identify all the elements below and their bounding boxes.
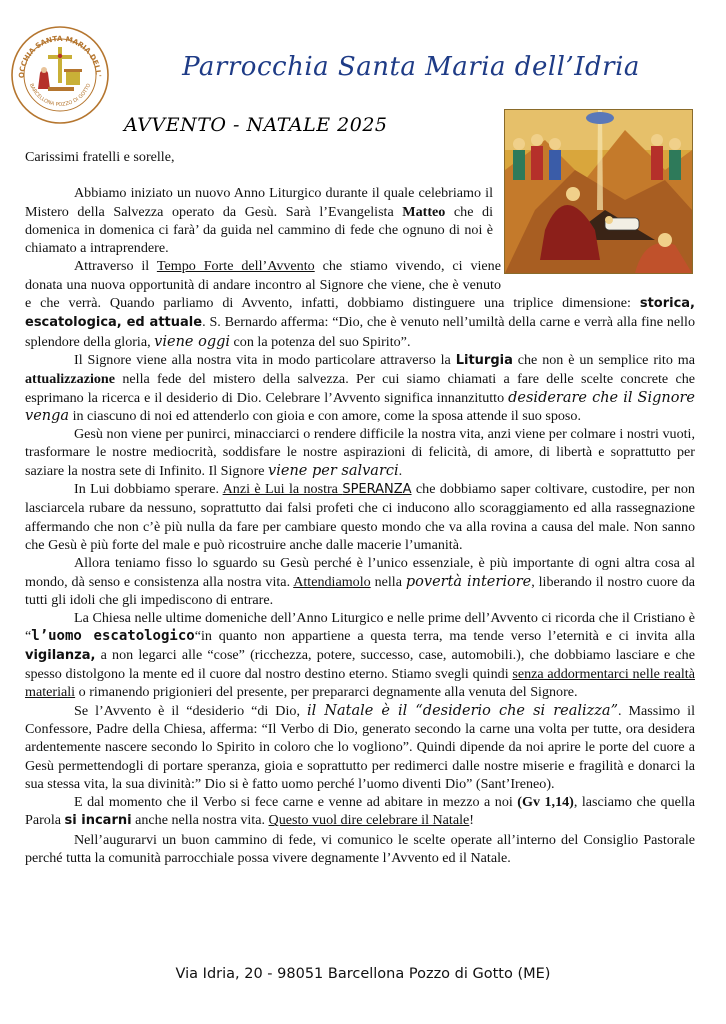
- church-name: Parrocchia Santa Maria dell’Idria: [182, 52, 640, 82]
- paragraph-3: Il Signore viene alla nostra vita in modo particolare attraverso la Liturgia che non è un semplice rito ma attualizzazione nella fede del mistero della salvezza. Per cui siamo chiamati a fare delle scelte concrete che esprimano la ricerca e il desiderio di Dio. Celebrare l’Avvento significa innanzitutto desiderare che il Signore venga in ciascuno di noi ed attenderlo con gioia e con amore, come la sposa attende il suo sposo.: [25, 351, 695, 424]
- logo-bottom-text: BARCELLONA POZZO DI GOTTO: [27, 82, 93, 108]
- paragraph-5: In Lui dobbiamo sperare. Anzi è Lui la nostra SPERANZA che dobbiamo saper coltivare, custodire, per non lasciarcela rubare da nessuno, soprattutto dai falsi profeti che ci inducono allo scoraggiamento ed alla rassegnazione affermando che non c’è più nulla da fare per cambiare questo mondo che va alla rovina a causa del male. Non sanno che Gesù è più forte del male e può ricostruire anche dalle macerie l’umanità.: [25, 481, 695, 553]
- greeting: Carissimi fratelli e sorelle,: [25, 149, 175, 165]
- paragraph-8: Se l’Avvento è il “desiderio “di Dio, il Natale è il “desiderio che si realizza”. Massimo il Confessore, Padre della Chiesa, afferma: “Il Verbo di Dio, generato secondo la carne una volta per tutte, ora desidera ardentemente nascere secondo lo Spirito in coloro che lo vogliono”. Quindi dipende da noi aprire le porte del cuore a Gesù permettendogli di portare speranza, gioia e soprattutto per redimerci dalle nostre miserie e fragilità e donarci la sua stessa vita, la sua divinità:” Dio si è fatto uomo perché l’uomo diventi Dio” (Sant’Ireneo).: [25, 702, 695, 792]
- paragraph-2: Attraverso il Tempo Forte dell’Avvento che stiamo vivendo, ci viene donata una nuova opportunità di andare incontro al Signore che viene, che è venuto e che verrà. Quando parliamo di Avvento, infatti, dobbiamo distinguere una triplice dimensione: storica, escatologica, ed attuale. S. Bernardo afferma: “Dio, che è venuto nell’umiltà della carne e verrà alla fine nello splendore della gloria, viene oggi con la potenza del suo Spirito”.: [25, 258, 696, 350]
- letter-body: [25, 148, 695, 867]
- logo-ring-text: OCCHIA SANTA MARIA DELL': [16, 33, 104, 79]
- paragraph-10: Nell’augurarvi un buon cammino di fede, vi comunico le scelte operate all’interno del Consiglio Pastorale perché tutta la comunità parrocchiale possa vivere degnamente l’Avvento ed il Natale.: [25, 831, 695, 866]
- paragraph-9: E dal momento che il Verbo si fece carne e venne ad abitare in mezzo a noi (Gv 1,14), lasciamo che quella Parola si incarni anche nella nostra vita. Questo vuol dire celebrare il Natale!: [25, 794, 695, 829]
- paragraph-1: Abbiamo iniziato un nuovo Anno Liturgico durante il quale celebriamo il Mistero della Salvezza operato da Gesù. Sarà l’Evangelista Matteo che di domenica in domenica ci farà’ da guida nel cammino di fede che ognuno di noi è chiamato a intraprendere.: [25, 185, 493, 257]
- paragraph-4: Gesù non viene per punirci, minacciarci o rendere difficile la nostra vita, anzi viene per colmare i nostri vuoti, trasformare le nostre mediocrità, soddisfare le nostre aspirazioni di felicità, di amore, di libertà e soprattutto per saziare la nostra sete di Infinito. Il Signore viene per salvarci.: [25, 426, 695, 479]
- document-title: AVVENTO - NATALE 2025: [124, 114, 388, 136]
- footer-address: Via Idria, 20 - 98051 Barcellona Pozzo di Gotto (ME): [175, 966, 551, 982]
- link-tempo-forte: Tempo Forte dell’Avvento: [156, 258, 315, 275]
- paragraph-7: La Chiesa nelle ultime domeniche dell’Anno Liturgico e nelle prime dell’Avvento ci ricorda che il Cristiano è “l’uomo escatologico“in quanto non appartiene a questa terra, ma tende verso l’eternità e ci invita alla vigilanza, a non legarci alle “cose” (ricchezza, potere, successo, case, automobili.), che dobbiamo lasciare e che spesso distolgono la mente ed il cuore dal nostro destino eterno. Stiamo svegli quindi senza addormentarci nelle realtà materiali o rimanendo prigionieri del presente, per prepararci degnamente alla venuta del Signore.: [25, 610, 695, 701]
- paragraph-6: Allora teniamo fisso lo sguardo su Gesù perché è l’unico essenziale, è più importante di ogni altra cosa al mondo, dà senso e consistenza alla nostra vita. Attendiamolo nella povertà interiore, liberando il nostro cuore da tutti gli idoli che gli impediscono di entrare.: [25, 555, 696, 608]
